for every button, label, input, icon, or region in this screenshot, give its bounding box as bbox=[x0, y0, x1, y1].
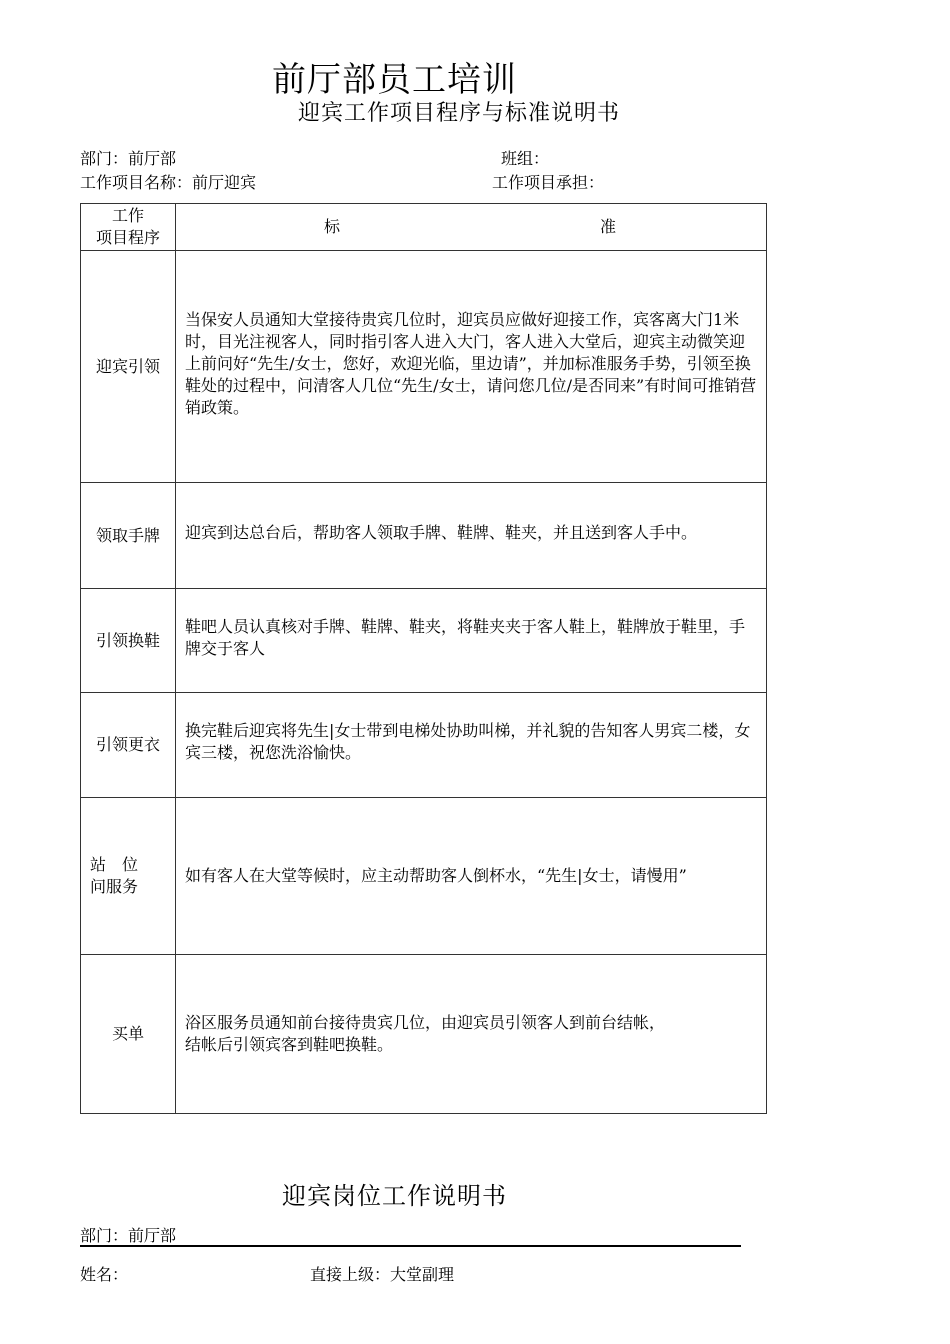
step-cell: 买单 bbox=[81, 955, 176, 1114]
horizontal-rule bbox=[80, 1245, 741, 1247]
standard-cell bbox=[176, 251, 767, 483]
header-step-line2: 项目程序 bbox=[95, 228, 160, 247]
table-row bbox=[81, 798, 767, 955]
document-subtitle: 迎宾工作项目程序与标准说明书 bbox=[298, 101, 621, 126]
standard-text-line2: 结帐后引领宾客到鞋吧换鞋。 bbox=[185, 1035, 394, 1054]
item-owner-field: 工作项目承担： bbox=[492, 173, 605, 192]
item-name-field: 工作项目名称：前厅迎宾 bbox=[80, 173, 257, 192]
table-header-row bbox=[81, 204, 767, 251]
department-field: 部门：前厅部 bbox=[80, 149, 177, 168]
standard-cell bbox=[176, 798, 767, 955]
table-row bbox=[81, 589, 767, 693]
standard-text: 当保安人员通知大堂接待贵宾几位时，迎宾员应做好迎接工作，宾客离大门1米时，目光注视客人，同时指引客人进入大门，客人进入大堂后，迎宾主动微笑迎上前问好“先生/女士，您好，欢迎光临，里边请”，并加标准服务手势，引领至换鞋处的过程中，问清客人几位“先生/女士，请问您几位/是否同来”有时间可推销营销政策。 bbox=[185, 309, 757, 417]
procedure-table bbox=[80, 203, 767, 1114]
post-description-title: 迎宾岗位工作说明书 bbox=[282, 1182, 507, 1210]
header-step-line1: 工作 bbox=[111, 206, 144, 225]
header-standard-label-2: 准 bbox=[600, 217, 617, 236]
standard-cell bbox=[176, 589, 767, 693]
step-cell: 引领换鞋 bbox=[81, 589, 176, 693]
standard-cell bbox=[176, 483, 767, 589]
post-supervisor-field: 直接上级：大堂副理 bbox=[310, 1265, 455, 1284]
header-standard-cell bbox=[176, 204, 767, 251]
post-name-field: 姓名： bbox=[80, 1265, 129, 1284]
step-line1: 站 位 bbox=[90, 855, 139, 874]
table-row bbox=[81, 693, 767, 798]
header-standard-label-1: 标 bbox=[324, 217, 341, 236]
step-cell: 引领更衣 bbox=[81, 693, 176, 798]
standard-text: 鞋吧人员认真核对手牌、鞋牌、鞋夹，将鞋夹夹于客人鞋上，鞋牌放于鞋里，手牌交于客人 bbox=[185, 616, 746, 658]
table-row bbox=[81, 483, 767, 589]
standard-text-line1: 浴区服务员通知前台接待贵宾几位，由迎宾员引领客人到前台结帐， bbox=[185, 1013, 666, 1032]
post-department-field: 部门：前厅部 bbox=[80, 1226, 177, 1245]
standard-cell bbox=[176, 955, 767, 1114]
step-cell: 迎宾引领 bbox=[81, 251, 176, 483]
standard-text: 换完鞋后迎宾将先生|女士带到电梯处协助叫梯，并礼貌的告知客人男宾二楼，女宾三楼，祝您洗浴愉快。 bbox=[185, 721, 751, 762]
table-row bbox=[81, 251, 767, 483]
document-title: 前厅部员工培训 bbox=[272, 60, 517, 100]
step-line2: 问服务 bbox=[90, 877, 139, 896]
standard-text: 如有客人在大堂等候时，应主动帮助客人倒杯水，“先生|女士，请慢用” bbox=[185, 866, 687, 885]
team-field: 班组： bbox=[501, 149, 550, 168]
step-cell: 领取手牌 bbox=[81, 483, 176, 589]
header-step-cell bbox=[81, 204, 176, 251]
standard-cell bbox=[176, 693, 767, 798]
standard-text: 迎宾到达总台后，帮助客人领取手牌、鞋牌、鞋夹，并且送到客人手中。 bbox=[185, 522, 698, 542]
table-row bbox=[81, 955, 767, 1114]
step-cell bbox=[81, 798, 176, 955]
